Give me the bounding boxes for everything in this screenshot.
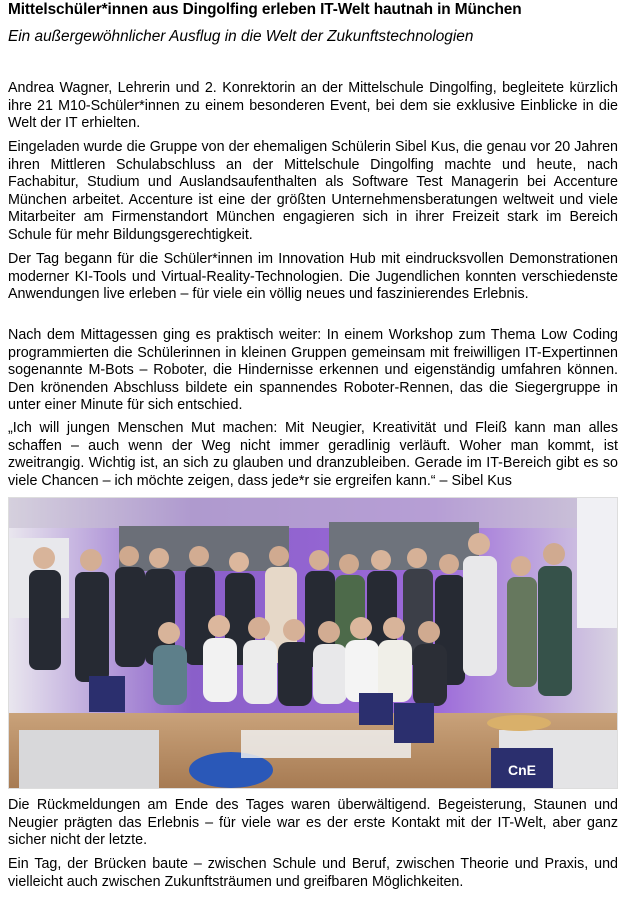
paragraph-workshop: Nach dem Mittagessen ging es praktisch weiter: In einem Workshop zum Thema Low Coding programmierten die Schülerinnen in kleinen Gruppen gemeinsam mit freiwilligen IT-Expertinnen sogenannte M-Bots – Roboter, die Hindernisse erkennen und eigenständig umfahren können. Den krönenden Abschluss bildete ein spannendes Roboter-Rennen, das die Siegergruppe in unter einer Minute für sich entschied. (8, 327, 618, 413)
paragraph-intro: Andrea Wagner, Lehrerin und 2. Konrektorin an der Mittelschule Dingolfing, begleitete kürzlich ihre 21 M10-Schüler*innen zu einem besonderen Event, bei dem sie exklusive Einblicke in die Welt der IT erhielten. (8, 80, 618, 131)
bag-logo: CnE (508, 762, 536, 778)
paragraph-feedback: Die Rückmeldungen am Ende des Tages waren überwältigend. Begeisterung, Staunen und Neugier prägten das Erlebnis – für viele war es der erste Kontakt mit der IT-Welt, aber ganz sicher nicht der letzte. (8, 797, 618, 848)
article-title: Mittelschüler*innen aus Dingolfing erleben IT-Welt hautnah in München (8, 1, 522, 18)
paragraph-quote: „Ich will jungen Menschen Mut machen: Mit Neugier, Kreativität und Fleiß kann man alles schaffen – auch wenn der Weg nicht immer geradlinig verläuft. Woher man kommt, ist zweitrangig. Wichtig ist, an sich zu glauben und dranzubleiben. Gerade im IT-Bereich gibt es so viele Chancen – ich möchte zeigen, dass jede*r sie ergreifen kann.“ – Sibel Kus (8, 420, 618, 489)
paragraph-closing: Ein Tag, der Brücken baute – zwischen Schule und Beruf, zwischen Theorie und Praxis, und vielleicht auch zwischen Zukunftsträumen und greifbaren Möglichkeiten. (8, 856, 618, 890)
group-photo (8, 497, 618, 789)
paragraph-morning: Der Tag begann für die Schüler*innen im Innovation Hub mit eindrucksvollen Demonstrationen moderner KI-Tools und Virtual-Reality-Technologien. Die Jugendlichen konnten verschiedenste Anwendungen live erleben – für viele ein völlig neues und faszinierendes Erlebnis. (8, 251, 618, 302)
paragraph-invitation: Eingeladen wurde die Gruppe von der ehemaligen Schülerin Sibel Kus, die genau vor 20 Jahren ihren Mittleren Schulabschluss an der Mittelschule Dingolfing machte und heute, nach Fachabitur, Studium und Auslandsaufenthalten als Software Test Managerin bei Accenture München arbeitet. Accenture ist eine der größten Unternehmensberatungen weltweit und viele Mitarbeiter am Firmenstandort München engagieren sich in ihrer Freizeit stark im Bereich Schule für mehr Bildungsgerechtigkeit. (8, 139, 618, 243)
article-subtitle: Ein außergewöhnlicher Ausflug in die Welt der Zukunftstechnologien (8, 28, 474, 45)
